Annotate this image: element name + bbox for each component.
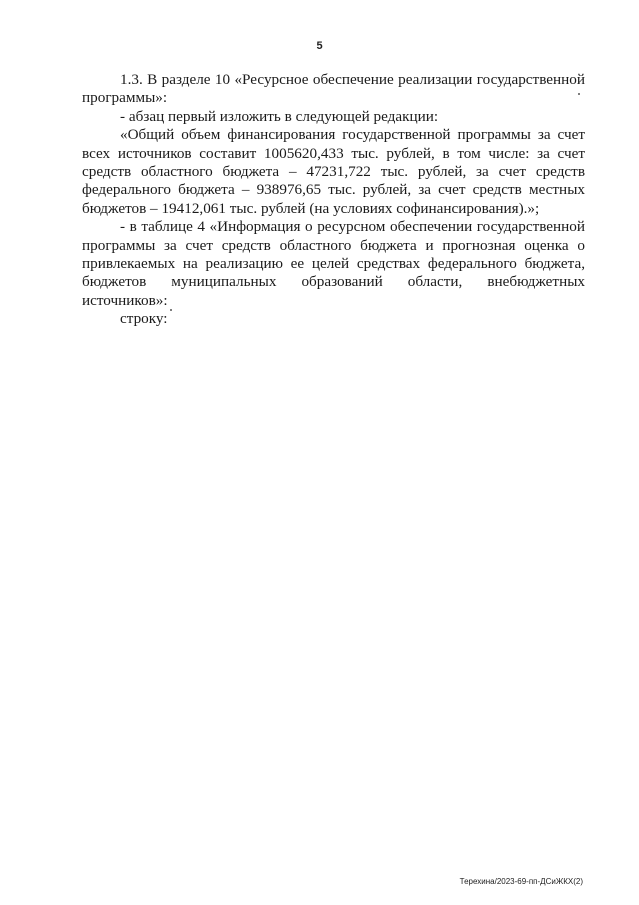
document-body bbox=[82, 71, 585, 329]
document-registration-code: Терехина/2023-69-пп-ДСиЖКХ(2) bbox=[459, 877, 583, 886]
paragraph-row: строку: bbox=[120, 310, 168, 328]
scan-speck bbox=[170, 309, 172, 311]
paragraph-section-heading: 1.3. В разделе 10 «Ресурсное обеспечение реализации государственной программы»: bbox=[82, 71, 585, 107]
scan-speck bbox=[578, 93, 580, 95]
paragraph-funding-total: «Общий объем финансирования государственной программы за счет всех источников составит 1005620,433 тыс. рублей, в том числе: за счет средств областного бюджета – 47231,722 тыс. рублей, за счет средств федерального бюджета – 938976,65 тыс. рублей, за счет средств местных бюджетов – 19412,061 тыс. рублей (на условиях софинансирования).»; bbox=[82, 126, 585, 217]
page-number: 5 bbox=[316, 40, 323, 52]
paragraph-table-4-instruction: - в таблице 4 «Информация о ресурсном обеспечении государственной программы за счет средств областного бюджета и прогнозная оценка о привлекаемых на реализацию ее целей средствах федерального бюджета, бюджетов муниципальных образований области, внебюджетных источников»: bbox=[82, 218, 585, 309]
paragraph-instruction-first-abzac: - абзац первый изложить в следующей редакции: bbox=[120, 107, 439, 125]
